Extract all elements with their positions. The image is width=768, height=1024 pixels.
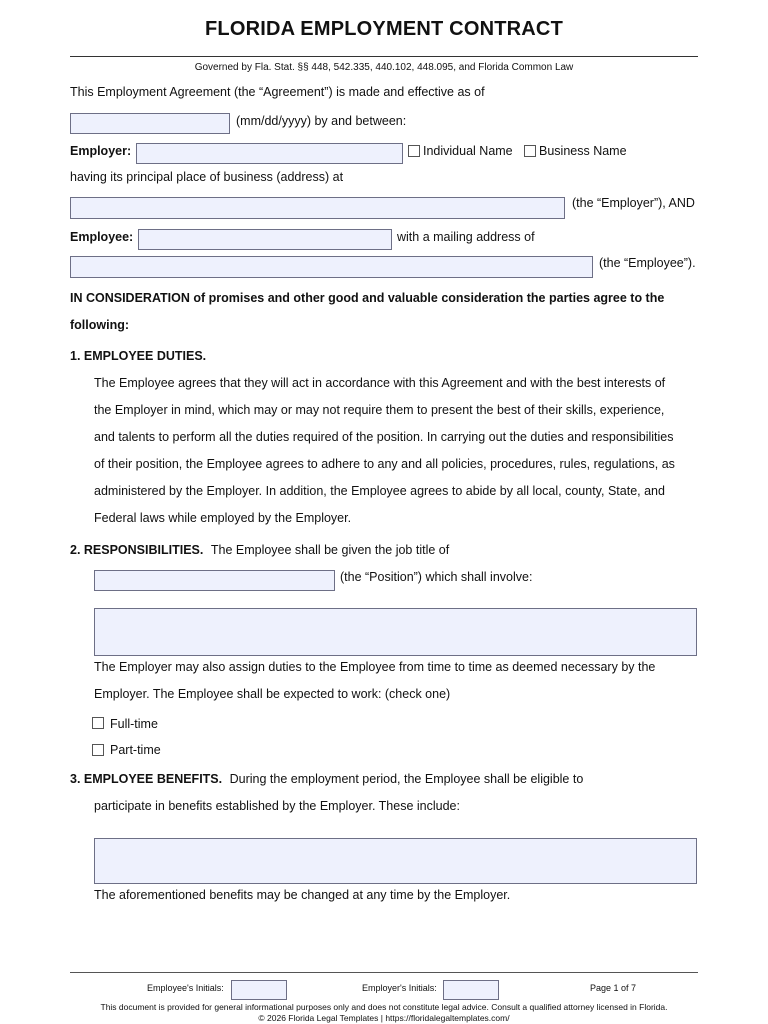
effective-date-field[interactable] (70, 113, 230, 134)
full-time-label: Full-time (110, 717, 158, 731)
consideration-line-1: IN CONSIDERATION of promises and other good and valuable consideration the parties agree to the (70, 291, 665, 305)
section-1-line: administered by the Employer. In addition, the Employee agrees to abide by all local, county, State, and (94, 484, 665, 498)
employee-label: Employee: (70, 230, 134, 244)
principal-place-text: having its principal place of business (address) at (70, 170, 344, 184)
individual-name-checkbox[interactable] (408, 145, 420, 157)
the-employee-text: (the “Employee”). (599, 256, 696, 270)
date-format-label: (mm/dd/yyyy) by and between: (236, 114, 407, 128)
employee-address-field[interactable] (70, 256, 593, 278)
benefits-closing-text: The aforementioned benefits may be changed at any time by the Employer. (94, 888, 511, 902)
employer-initials-label: Employer's Initials: (362, 983, 437, 993)
section-1-line: Federal laws while employed by the Employer. (94, 511, 352, 525)
section-3-line: participate in benefits established by the Employer. These include: (94, 799, 460, 813)
the-employer-text: (the “Employer”), AND (572, 196, 695, 210)
employer-address-field[interactable] (70, 197, 565, 219)
page-number: Page 1 of 7 (590, 983, 637, 993)
full-time-checkbox[interactable] (92, 717, 104, 729)
job-title-field[interactable] (94, 570, 335, 591)
footer-divider (70, 972, 698, 973)
part-time-label: Part-time (110, 743, 161, 757)
section-3-heading-line (70, 772, 583, 786)
legal-disclaimer: This document is provided for general informational purposes only and does not constitute legal advice. Consult a qualified attorney licensed in Florida. (100, 1002, 668, 1012)
title-divider (70, 56, 698, 57)
intro-line: This Employment Agreement (the “Agreement”) is made and effective as of (70, 85, 485, 99)
part-time-checkbox[interactable] (92, 744, 104, 756)
section-1-line: The Employee agrees that they will act in accordance with this Agreement and with the best interests of (94, 376, 666, 390)
section-3-heading: 3. EMPLOYEE BENEFITS. (70, 772, 223, 786)
employer-label: Employer: (70, 144, 132, 158)
section-2-heading: 2. RESPONSIBILITIES. (70, 543, 204, 557)
section-2-line: The Employer may also assign duties to the Employee from time to time as deemed necessary by the (94, 660, 656, 674)
document-title: FLORIDA EMPLOYMENT CONTRACT (205, 18, 563, 40)
consideration-line-2: following: (70, 318, 130, 332)
copyright-line: © 2026 Florida Legal Templates | https://floridalegaltemplates.com/ (258, 1013, 510, 1023)
section-1-line: of their position, the Employee agrees to adhere to any and all policies, procedures, rules, regulations, as (94, 457, 675, 471)
employee-initials-field[interactable] (231, 980, 287, 1000)
business-name-label: Business Name (539, 144, 627, 158)
section-2-heading-text: The Employee shall be given the job title of (210, 543, 450, 557)
business-name-checkbox[interactable] (524, 145, 536, 157)
employee-name-field[interactable] (138, 229, 392, 250)
position-duties-field[interactable] (94, 608, 697, 656)
governing-law-note: Governed by Fla. Stat. §§ 448, 542.335, 440.102, 448.095, and Florida Common Law (194, 62, 574, 73)
employee-initials-label: Employee's Initials: (147, 983, 224, 993)
employer-initials-field[interactable] (443, 980, 499, 1000)
section-3-heading-text: During the employment period, the Employee shall be eligible to (229, 772, 584, 786)
mailing-address-text: with a mailing address of (397, 230, 535, 244)
position-label: (the “Position”) which shall involve: (340, 570, 533, 584)
section-1-line: the Employer in mind, which may or may not require them to present the best of their skills, experience, (94, 403, 665, 417)
section-1-line: and talents to perform all the duties required of the position. In carrying out the duties and responsibilities (94, 430, 674, 444)
individual-name-label: Individual Name (423, 144, 513, 158)
section-1-heading: 1. EMPLOYEE DUTIES. (70, 349, 207, 363)
section-2-heading-line (70, 543, 449, 557)
employer-name-field[interactable] (136, 143, 403, 164)
benefits-field[interactable] (94, 838, 697, 884)
section-2-line: Employer. The Employee shall be expected to work: (check one) (94, 687, 451, 701)
